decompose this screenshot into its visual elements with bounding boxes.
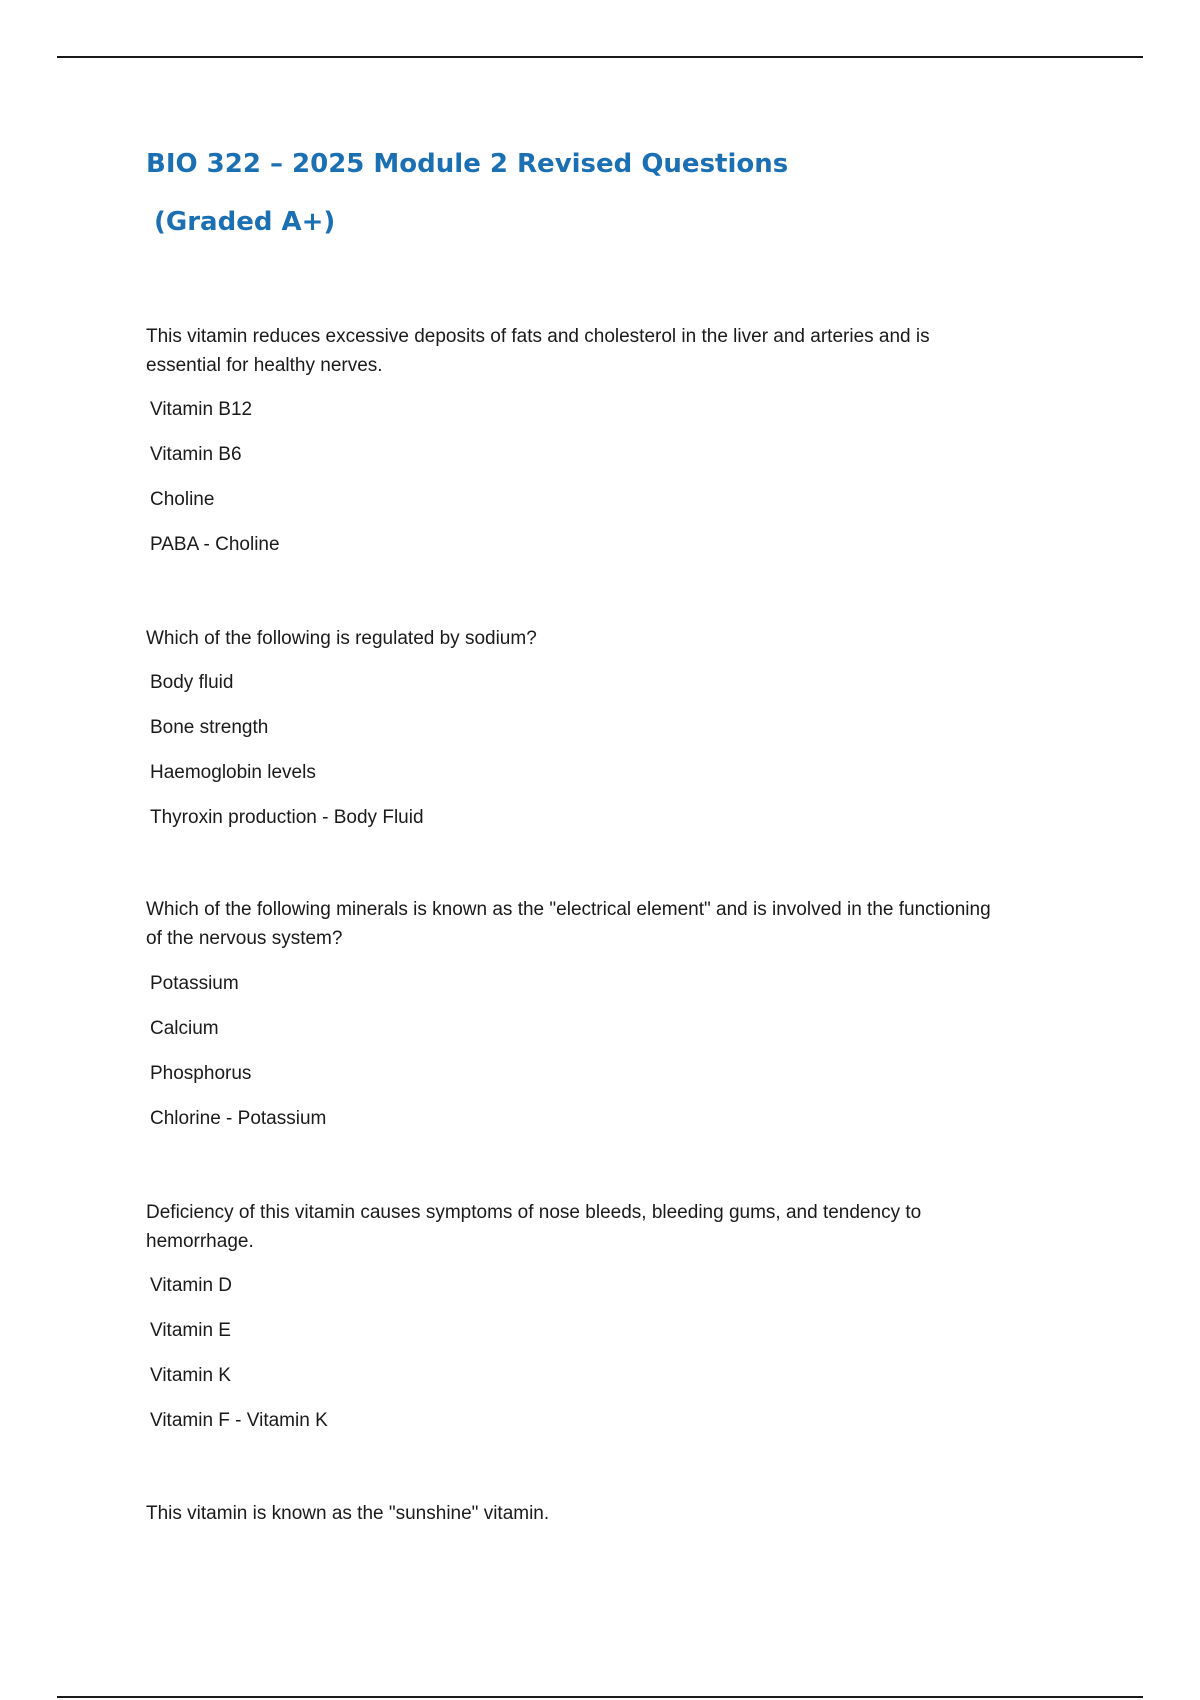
question-1-options — [150, 398, 280, 578]
question-3-option-1: Potassium — [150, 973, 239, 994]
question-3-option-4: Chlorine - Potassium — [150, 1108, 327, 1129]
question-4-text: Deficiency of this vitamin causes symptoms of nose bleeds, bleeding gums, and tendency to hemorrhage. — [146, 1202, 922, 1252]
question-5-text: This vitamin is known as the "sunshine" vitamin. — [146, 1503, 550, 1524]
document-subtitle: (Graded A+) — [154, 207, 336, 237]
question-2-option-2: Bone strength — [150, 717, 269, 738]
question-2-option-4: Thyroxin production - Body Fluid — [150, 807, 424, 828]
question-3-options — [150, 972, 326, 1152]
question-3-text: Which of the following minerals is known as the "electrical element" and is involved in the functioning of the nervous system? — [146, 899, 991, 949]
question-4-option-4: Vitamin F - Vitamin K — [150, 1410, 328, 1431]
question-4-option-2: Vitamin E — [150, 1320, 231, 1341]
question-3-option-2: Calcium — [150, 1018, 219, 1039]
question-1-option-2: Vitamin B6 — [150, 444, 242, 465]
question-4-option-1: Vitamin D — [150, 1275, 233, 1296]
question-1-option-1: Vitamin B12 — [150, 399, 253, 420]
question-1-option-3: Choline — [150, 489, 215, 510]
question-1-text: This vitamin reduces excessive deposits of fats and cholesterol in the liver and arteries and is essential for healthy nerves. — [146, 326, 930, 376]
question-4-option-3: Vitamin K — [150, 1365, 231, 1386]
question-2-text: Which of the following is regulated by sodium? — [146, 628, 537, 649]
question-1-option-4: PABA - Choline — [150, 534, 280, 555]
document-title: BIO 322 – 2025 Module 2 Revised Questions — [146, 149, 789, 179]
top-divider — [57, 56, 1143, 58]
question-2-options — [150, 671, 424, 851]
question-2-option-1: Body fluid — [150, 672, 234, 693]
question-3-option-3: Phosphorus — [150, 1063, 252, 1084]
bottom-divider — [57, 1696, 1143, 1698]
question-2-option-3: Haemoglobin levels — [150, 762, 316, 783]
question-4-options — [150, 1274, 328, 1454]
